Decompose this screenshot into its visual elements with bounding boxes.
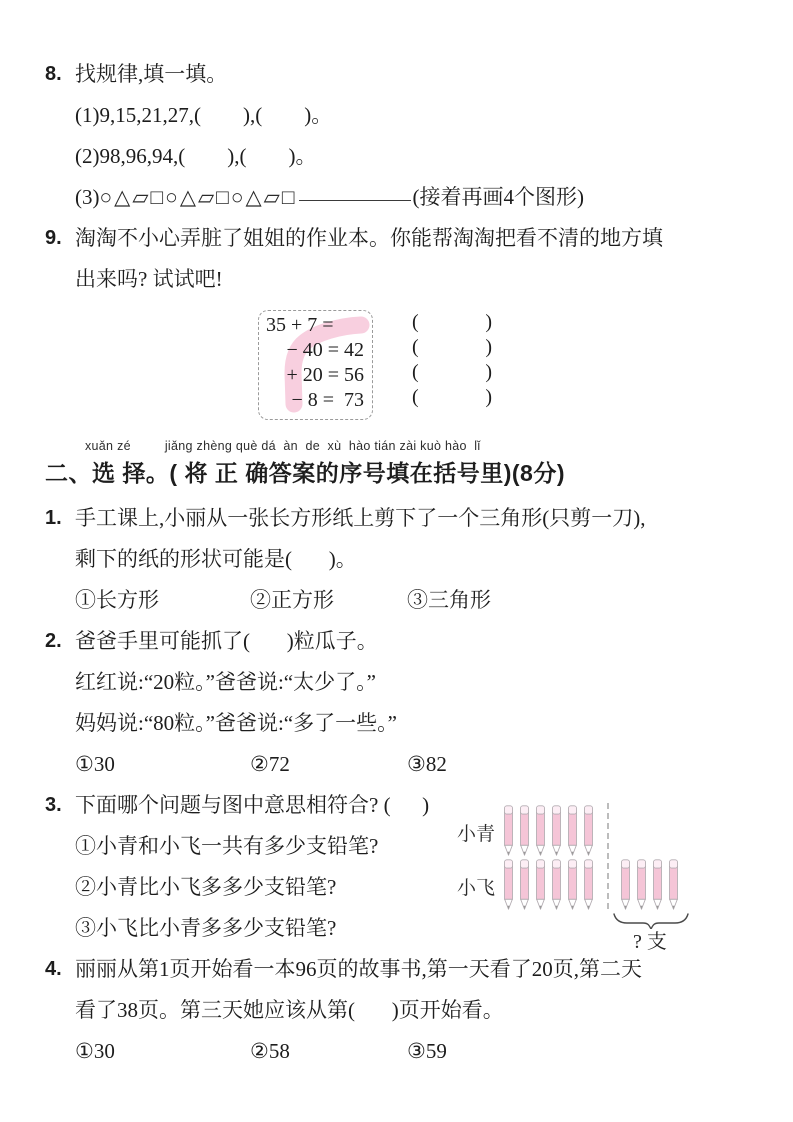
question-3-number: 3. xyxy=(45,794,62,816)
option-1: ①30 xyxy=(75,752,115,776)
equation-row: + 20 = 56 xyxy=(286,364,364,386)
section-2-title: 二、选 择。( 将 正 确答案的序号填在括号里)(8分) xyxy=(45,460,565,486)
pinyin-annotation: xuǎn zé jiǎng zhèng què dá àn de xù hào tián zài kuò hào lǐ xyxy=(85,439,481,453)
question-4-text-line-2: 看了38页。第三天她应该从第( )页开始看。 xyxy=(75,998,504,1022)
option-2: ②72 xyxy=(250,752,290,776)
question-1-text-line-1: 手工课上,小丽从一张长方形纸上剪下了一个三角形(只剪一刀), xyxy=(75,506,646,530)
option-3: ③三角形 xyxy=(407,588,491,612)
answer-parens: ( ) xyxy=(412,311,492,333)
question-2-number: 2. xyxy=(45,630,62,652)
answer-parens: ( ) xyxy=(412,361,492,383)
question-3-title: 下面哪个问题与图中意思相符合? ( ) xyxy=(75,793,430,817)
brace-question-label: ? 支 xyxy=(633,931,667,953)
question-9 xyxy=(45,218,748,420)
question-4-number: 4. xyxy=(45,958,62,980)
question-2-text-line-1: 爸爸手里可能抓了( )粒瓜子。 xyxy=(75,629,378,653)
question-8-title: 找规律,填一填。 xyxy=(75,62,228,86)
question-2 xyxy=(45,621,748,785)
option-1: ①30 xyxy=(75,1039,115,1063)
question-4-options xyxy=(75,1031,748,1072)
question-3-option-3: ③小飞比小青多多少支铅笔? xyxy=(75,916,337,940)
equation-row: − 8 = 73 xyxy=(291,389,364,411)
pencil-figure xyxy=(455,803,705,953)
question-9-text-line-1: 淘淘不小心弄脏了姐姐的作业本。你能帮淘淘把看不清的地方填 xyxy=(75,226,663,250)
question-3 xyxy=(45,785,748,953)
answer-blank-line xyxy=(299,199,411,201)
question-1 xyxy=(45,498,748,621)
answer-paren-column xyxy=(412,310,492,420)
option-2: ②正方形 xyxy=(250,588,334,612)
figure-label-xiaofei: 小飞 xyxy=(457,878,496,899)
question-2-text-line-3: 妈妈说:“80粒。”爸爸说:“多了一些。” xyxy=(75,711,397,735)
question-8-item-1: (1)9,15,21,27,( ),( )。 xyxy=(75,103,333,127)
question-4 xyxy=(45,949,748,1072)
item-3-suffix: (接着再画4个图形) xyxy=(412,185,585,209)
question-2-options xyxy=(75,744,748,785)
option-1: ①长方形 xyxy=(75,588,159,612)
question-8-number: 8. xyxy=(45,63,62,85)
dashed-separator-line xyxy=(607,803,609,909)
question-3-option-1: ①小青和小飞一共有多少支铅笔? xyxy=(75,834,379,858)
answer-parens: ( ) xyxy=(412,336,492,358)
equation-row: 35 + 7 = xyxy=(266,314,334,336)
item-3-prefix: (3) xyxy=(75,185,100,209)
question-2-text-line-2: 红红说:“20粒。”爸爸说:“太少了。” xyxy=(75,670,376,694)
section-2-heading xyxy=(45,438,748,492)
equation-box xyxy=(258,310,373,420)
option-3: ③82 xyxy=(407,752,447,776)
pencil-group-right xyxy=(620,859,684,911)
question-1-number: 1. xyxy=(45,507,62,529)
question-9-number: 9. xyxy=(45,227,62,249)
question-1-options xyxy=(75,580,748,621)
pencil-row-xiaoqing xyxy=(503,805,599,857)
pencil-group-left xyxy=(503,859,599,911)
option-3: ③59 xyxy=(407,1039,447,1063)
figure-label-xiaoqing: 小青 xyxy=(457,824,496,845)
question-8-item-3 xyxy=(75,177,748,218)
question-8 xyxy=(45,54,748,218)
equation-area xyxy=(258,310,748,420)
question-1-text-line-2: 剩下的纸的形状可能是( )。 xyxy=(75,547,357,571)
shape-sequence: ○△▱□○△▱□○△▱□ xyxy=(99,185,297,209)
equation-row: − 40 = 42 xyxy=(286,339,364,361)
question-4-text-line-1: 丽丽从第1页开始看一本96页的故事书,第一天看了20页,第二天 xyxy=(75,957,642,981)
option-2: ②58 xyxy=(250,1039,290,1063)
question-8-item-2: (2)98,96,94,( ),( )。 xyxy=(75,144,317,168)
question-9-text-line-2: 出来吗? 试试吧! xyxy=(75,267,223,291)
answer-parens: ( ) xyxy=(412,386,492,408)
question-3-option-2: ②小青比小飞多多少支铅笔? xyxy=(75,875,337,899)
